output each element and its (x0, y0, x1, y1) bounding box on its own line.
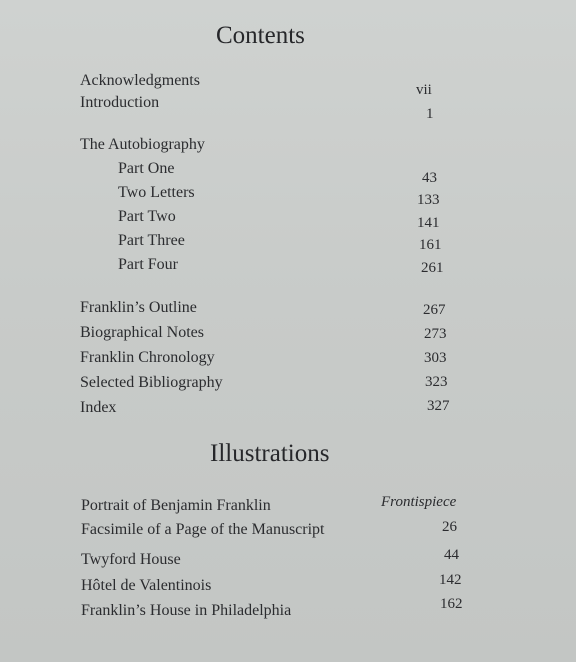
toc-entry-label: Franklin’s Outline (80, 299, 197, 316)
toc-entry-page: 273 (424, 326, 447, 342)
toc-entry-page: vii (416, 82, 432, 98)
toc-entry-page: 1 (426, 106, 434, 122)
illustration-entry-page: 142 (439, 572, 462, 588)
illustration-entry-page: 44 (444, 547, 459, 563)
illustration-entry-label: Facsimile of a Page of the Manuscript (81, 521, 325, 538)
toc-entry (0, 374, 576, 396)
toc-entry-page: 327 (427, 398, 450, 414)
toc-entry-page: 303 (424, 350, 447, 366)
toc-entry-page: 141 (417, 215, 440, 231)
toc-entry (0, 256, 576, 278)
toc-entry-page: 267 (423, 302, 446, 318)
toc-entry-label: Biographical Notes (80, 324, 204, 341)
illustration-entry (0, 572, 576, 599)
toc-entry (0, 399, 576, 421)
toc-entry (0, 184, 576, 206)
illustration-entry (0, 521, 576, 543)
illustration-entry-label: Portrait of Benjamin Franklin (81, 497, 271, 514)
illustration-entry (0, 494, 576, 519)
toc-entry-page: 161 (419, 237, 442, 253)
illustration-entry (0, 547, 576, 573)
illustration-entry-page: 162 (440, 596, 463, 612)
illustrations-heading: Illustrations (210, 440, 330, 467)
toc-entry-page: 323 (425, 374, 448, 390)
toc-section-heading (0, 136, 576, 158)
toc-entry-label: Part Four (118, 256, 178, 273)
toc-entry (0, 299, 576, 321)
toc-entry-label: Part Three (118, 232, 185, 249)
toc-entry-page: 133 (417, 192, 440, 208)
toc-entry-label: Franklin Chronology (80, 349, 215, 366)
toc-entry (0, 94, 576, 122)
illustration-entry-page: 26 (442, 519, 457, 535)
toc-entry (0, 208, 576, 230)
contents-heading: Contents (216, 22, 305, 49)
toc-entry-page: 43 (422, 170, 437, 186)
illustration-entry (0, 596, 576, 624)
toc-entry-label: Part Two (118, 208, 176, 225)
toc-entry-label: Index (80, 399, 117, 416)
toc-entry-label: The Autobiography (80, 136, 205, 153)
toc-entry-page: 261 (421, 260, 444, 276)
toc-entry-label: Selected Bibliography (80, 374, 223, 391)
toc-entry-label: Two Letters (118, 184, 195, 201)
toc-entry (0, 349, 576, 371)
illustration-entry-label: Franklin’s House in Philadelphia (81, 602, 292, 619)
illustration-entry-label: Twyford House (81, 551, 181, 568)
toc-entry-label: Introduction (80, 94, 160, 111)
toc-entry (0, 160, 576, 186)
toc-entry (0, 324, 576, 346)
toc-entry (0, 232, 576, 254)
toc-entry (0, 72, 576, 98)
toc-entry-label: Part One (118, 160, 175, 177)
toc-entry-label: Acknowledgments (80, 72, 200, 89)
illustration-entry-page: Frontispiece (381, 494, 457, 510)
illustration-entry-label: Hôtel de Valentinois (81, 577, 212, 594)
